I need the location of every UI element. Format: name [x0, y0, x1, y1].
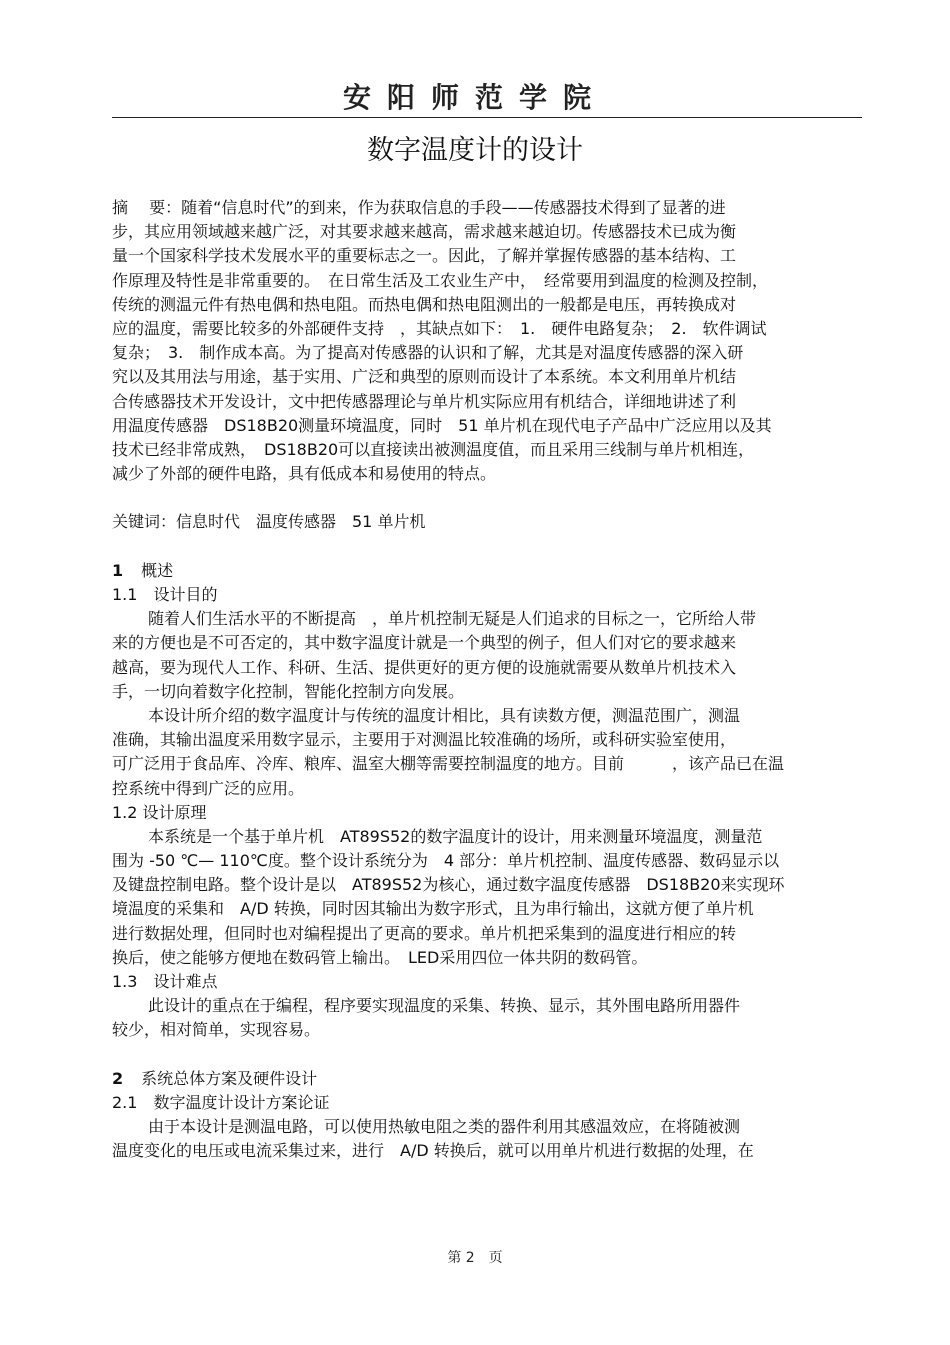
section-title: 系统总体方案及硬件设计	[141, 1068, 318, 1088]
abstract-line: 传统的测温元件有热电偶和热电阻。而热电偶和热电阻测出的一般都是电压，再转换成对	[112, 294, 737, 314]
paragraph	[112, 825, 862, 970]
page-number: 第 2 页	[447, 1250, 503, 1266]
paragraph-line: 来的方便也是不可否定的，其中数字温度计就是一个典型的例子，但人们对它的要求越来	[112, 633, 737, 653]
abstract-line: 究以及其用法与用途，基于实用、广泛和典型的原则而设计了本系统。本文利用单片机结	[112, 367, 737, 387]
subsection-heading-1-1: 1.1 设计目的	[112, 585, 218, 604]
abstract-line: 技术已经非常成熟， DS18B20可以直接读出被测温度值，而且采用三线制与单片机相连，	[112, 439, 755, 459]
section-heading-1	[112, 559, 862, 583]
paragraph	[112, 1115, 862, 1163]
paragraph-line: 本系统是一个基于单片机 AT89S52的数字温度计的设计，用来测量环境温度，测量范	[148, 826, 763, 846]
paragraph-line: 此设计的重点在于编程，程序要实现温度的采集、转换、显示，其外围电路所用器件	[148, 996, 741, 1016]
keywords: 关键词：信息时代 温度传感器 51 单片机	[112, 512, 426, 532]
paragraph-line: 较少，相对简单，实现容易。	[112, 1020, 321, 1040]
subsection-heading-1-3: 1.3 设计难点	[112, 972, 218, 991]
paragraph-line: 越高，要为现代人工作、科研、生活、提供更好的更方便的设施就需要从数单片机技术入	[112, 657, 737, 677]
spacer	[112, 486, 862, 510]
paragraph-line: 由于本设计是测温电路，可以使用热敏电阻之类的器件利用其感温效应，在将随被测	[148, 1117, 741, 1137]
spacer	[112, 1043, 862, 1067]
abstract-line: 作原理及特性是非常重要的。 在日常生活及工农业生产中， 经常要用到温度的检测及控制，	[112, 270, 769, 290]
paragraph-line: 准确，其输出温度采用数字显示，主要用于对测温比较准确的场所，或科研实验室使用，	[112, 730, 737, 750]
abstract-line: 用温度传感器 DS18B20测量环境温度，同时 51 单片机在现代电子产品中广泛应用以及其	[112, 415, 772, 435]
paragraph-line: 境温度的采集和 A/D 转换，同时因其输出为数字形式，且为串行输出，这就方便了单片机	[112, 899, 754, 919]
page-title: 数字温度计的设计	[367, 135, 583, 166]
section-number: 2	[112, 1068, 124, 1088]
paragraph-line: 随着人们生活水平的不断提高 ，单片机控制无疑是人们追求的目标之一，它所给人带	[148, 609, 757, 629]
document-body	[112, 196, 862, 1164]
paragraph-line: 本设计所介绍的数字温度计与传统的温度计相比，具有读数方便，测温范围广，测温	[148, 705, 741, 725]
abstract	[112, 196, 862, 486]
paragraph-line: 及键盘控制电路。整个设计是以 AT89S52为核心，通过数字温度传感器 DS18B20来实现环	[112, 875, 785, 895]
abstract-line: 复杂； 3. 制作成本高。为了提高对传感器的认识和了解，尤其是对温度传感器的深入研	[112, 343, 744, 363]
abstract-line: 减少了外部的硬件电路，具有低成本和易使用的特点。	[112, 464, 497, 484]
header-divider	[112, 117, 862, 118]
paragraph-line: 温度变化的电压或电流采集过来，进行 A/D 转换后，就可以用单片机进行数据的处理，在	[112, 1141, 754, 1161]
paragraph	[112, 994, 862, 1042]
abstract-line: 摘 要：随着“信息时代”的到来，作为获取信息的手段——传感器技术得到了显著的进	[112, 198, 726, 217]
abstract-line: 步，其应用领域越来越广泛，对其要求越来越高，需求越来越迫切。传感器技术已成为衡	[112, 222, 737, 242]
subsection-heading-1-2: 1.2 设计原理	[112, 802, 207, 822]
paragraph	[112, 704, 862, 801]
section-number: 1	[112, 560, 124, 580]
paragraph-line: 换后，使之能够方便地在数码管上输出。 LED采用四位一体共阴的数码管。	[112, 947, 648, 967]
paragraph	[112, 607, 862, 704]
school-header: 安阳师范学院	[342, 81, 607, 114]
abstract-line: 量一个国家科学技术发展水平的重要标志之一。因此，了解并掌握传感器的基本结构、工	[112, 246, 737, 266]
paragraph-line: 围为 -50 ℃— 110℃度。整个设计系统分为 4 部分：单片机控制、温度传感器、数码显示以	[112, 851, 780, 871]
paragraph-line: 控系统中得到广泛的应用。	[112, 778, 305, 798]
section-heading-2	[112, 1067, 862, 1091]
spacer	[112, 535, 862, 559]
abstract-line: 应的温度，需要比较多的外部硬件支持 ，其缺点如下： 1. 硬件电路复杂； 2. 软件调试	[112, 318, 767, 338]
abstract-line: 合传感器技术开发设计，文中把传感器理论与单片机实际应用有机结合，详细地讲述了利	[112, 391, 737, 411]
section-title: 概述	[141, 560, 174, 580]
paragraph-line: 可广泛用于食品库、冷库、粮库、温室大棚等需要控制温度的地方。目前 ，该产品已在温	[112, 754, 785, 774]
paragraph-line: 手，一切向着数字化控制，智能化控制方向发展。	[112, 681, 465, 701]
paragraph-line: 进行数据处理，但同时也对编程提出了更高的要求。单片机把采集到的温度进行相应的转	[112, 923, 737, 943]
subsection-heading-2-1: 2.1 数字温度计设计方案论证	[112, 1092, 330, 1112]
